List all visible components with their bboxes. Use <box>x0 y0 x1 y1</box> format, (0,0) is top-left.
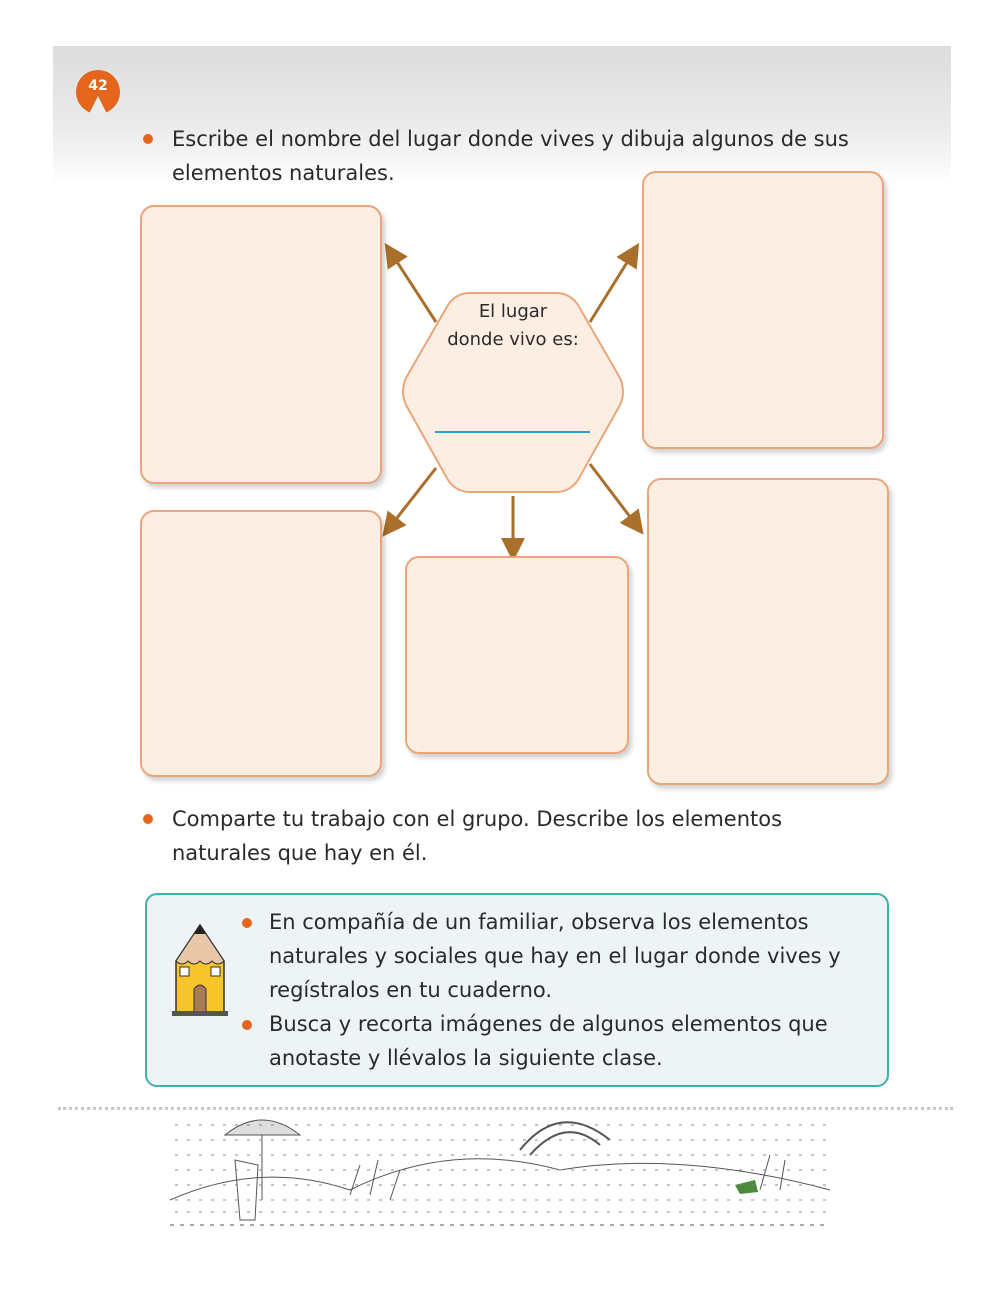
page-number: 42 <box>76 70 120 114</box>
instruction-2: Comparte tu trabajo con el grupo. Describe los elementos naturales que hay en él. <box>172 807 783 865</box>
instruction-1: Escribe el nombre del lugar donde vives y dibuja algunos de sus elementos naturales. <box>172 127 849 185</box>
homework-item-1: En compañía de un familiar, observa los elementos naturales y sociales que hay en el lugar donde vives y regístralos en tu cuaderno. <box>269 910 841 1002</box>
homework-item-2: Busca y recorta imágenes de algunos elementos que anotaste y llévalos la siguiente clase. <box>269 1012 828 1070</box>
center-label-line-2: donde vivo es: <box>447 329 579 350</box>
center-label-line-1: El lugar <box>478 301 548 322</box>
